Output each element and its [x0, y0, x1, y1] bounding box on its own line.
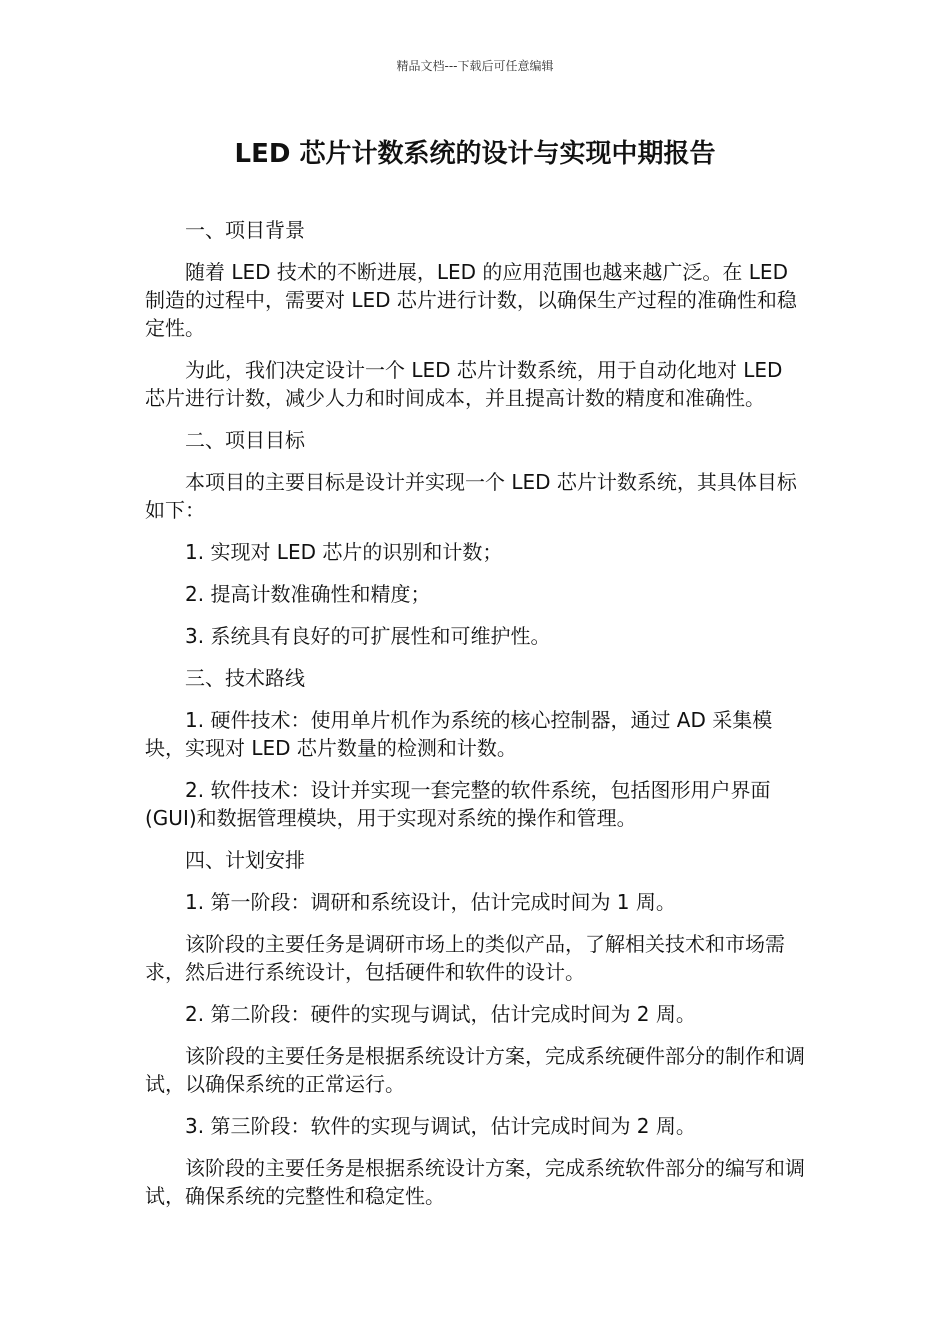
- list-item-goal-3: 3. 系统具有良好的可扩展性和可维护性。: [185, 624, 551, 648]
- section-heading-schedule: 四、计划安排: [185, 848, 305, 872]
- document-body: [145, 216, 807, 1224]
- list-item-goal-1: 1. 实现对 LED 芯片的识别和计数；: [185, 540, 503, 564]
- header-note: 精品文档---下载后可任意编辑: [396, 59, 554, 73]
- list-item-goal-2: 2. 提高计数准确性和精度；: [185, 582, 431, 606]
- paragraph-phase-1-detail: 该阶段的主要任务是调研市场上的类似产品，了解相关技术和市场需求，然后进行系统设计，包括硬件和软件的设计。: [145, 932, 785, 984]
- paragraph-phase-2-detail: 该阶段的主要任务是根据系统设计方案，完成系统硬件部分的制作和调试，以确保系统的正常运行。: [145, 1044, 805, 1096]
- paragraph-background-1: 随着 LED 技术的不断进展，LED 的应用范围也越来越广泛。在 LED 制造的过程中，需要对 LED 芯片进行计数，以确保生产过程的准确性和稳定性。: [145, 260, 797, 340]
- section-heading-background: 一、项目背景: [185, 218, 305, 242]
- list-item-phase-3: 3. 第三阶段：软件的实现与调试，估计完成时间为 2 周。: [185, 1114, 696, 1138]
- document-title: LED 芯片计数系统的设计与实现中期报告: [234, 139, 716, 169]
- list-item-software-tech: 2. 软件技术：设计并实现一套完整的软件系统，包括图形用户界面(GUI)和数据管理模块，用于实现对系统的操作和管理。: [145, 778, 771, 830]
- paragraph-goals-intro: 本项目的主要目标是设计并实现一个 LED 芯片计数系统，其具体目标如下：: [145, 470, 797, 522]
- list-item-phase-2: 2. 第二阶段：硬件的实现与调试，估计完成时间为 2 周。: [185, 1002, 696, 1026]
- section-heading-technical-route: 三、技术路线: [185, 666, 305, 690]
- list-item-phase-1: 1. 第一阶段：调研和系统设计，估计完成时间为 1 周。: [185, 890, 676, 914]
- section-heading-goals: 二、项目目标: [185, 428, 305, 452]
- paragraph-phase-3-detail: 该阶段的主要任务是根据系统设计方案，完成系统软件部分的编写和调试，确保系统的完整性和稳定性。: [145, 1156, 805, 1208]
- paragraph-background-2: 为此，我们决定设计一个 LED 芯片计数系统，用于自动化地对 LED 芯片进行计数，减少人力和时间成本，并且提高计数的精度和准确性。: [145, 358, 783, 410]
- list-item-hardware-tech: 1. 硬件技术：使用单片机作为系统的核心控制器，通过 AD 采集模块，实现对 LED 芯片数量的检测和计数。: [145, 708, 773, 760]
